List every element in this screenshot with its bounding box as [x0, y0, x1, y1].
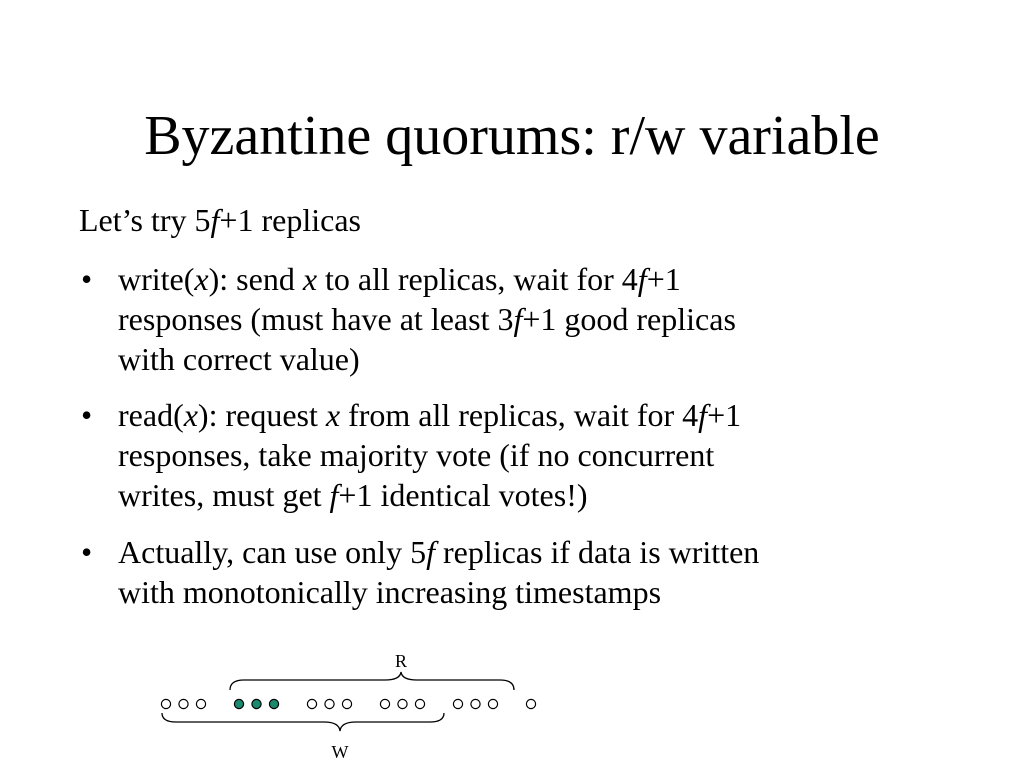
- text-run: ): request: [197, 397, 326, 433]
- replica-node: [415, 699, 424, 708]
- italic-variable: x: [194, 261, 209, 297]
- replica-row: [161, 699, 535, 708]
- bullet-marker: •: [81, 261, 93, 297]
- intro-suffix: +1 replicas: [219, 202, 361, 238]
- intro-line: [79, 200, 361, 240]
- replica-node: [307, 699, 316, 708]
- write-quorum-label: W: [331, 742, 349, 762]
- italic-variable: f: [426, 534, 435, 570]
- bullet-marker: •: [81, 534, 93, 570]
- text-run: +1: [707, 397, 742, 433]
- text-run: replicas if data is written: [434, 534, 760, 570]
- read-quorum-brace: [230, 672, 514, 690]
- read-quorum-label: R: [394, 651, 408, 671]
- text-run: responses (must have at least 3: [118, 301, 514, 337]
- bullet-text: [118, 259, 959, 379]
- bullet-text: [118, 532, 959, 612]
- text-run: write(: [118, 261, 195, 297]
- intro-var: f: [210, 202, 220, 238]
- text-run: responses, take majority vote (if no concurrent: [118, 437, 715, 473]
- italic-variable: f: [513, 301, 523, 337]
- italic-variable: f: [698, 397, 708, 433]
- italic-variable: x: [302, 261, 318, 297]
- bullet-line: [118, 475, 959, 515]
- text-run: ): send: [208, 261, 303, 297]
- replica-node: [161, 699, 170, 708]
- replica-node: [196, 699, 205, 708]
- replica-node: [398, 699, 407, 708]
- bullet-item-write: [79, 259, 959, 379]
- italic-variable: f: [329, 477, 339, 513]
- bullet-line: [118, 572, 959, 612]
- italic-variable: x: [325, 397, 341, 433]
- bullet-item-read: [79, 395, 959, 515]
- bullet-line: [118, 339, 959, 379]
- text-run: read(: [118, 397, 184, 433]
- replica-node: [453, 699, 462, 708]
- bullet-line: [118, 435, 959, 475]
- text-run: +1 good replicas: [522, 301, 736, 337]
- replica-node-filled: [269, 699, 278, 708]
- replica-node: [526, 699, 535, 708]
- bullet-item-timestamps: [79, 532, 959, 612]
- italic-variable: f: [637, 261, 647, 297]
- text-run: +1 identical votes!): [338, 477, 588, 513]
- text-run: to all replicas, wait for 4: [317, 261, 638, 297]
- replica-node-filled: [252, 699, 261, 708]
- replica-node: [325, 699, 334, 708]
- text-run: from all replicas, wait for 4: [340, 397, 699, 433]
- bullet-text: [118, 395, 959, 515]
- bullet-line: [118, 259, 959, 299]
- bullet-marker: •: [81, 397, 93, 433]
- replica-node: [380, 699, 389, 708]
- text-run: with monotonically increasing timestamps: [118, 574, 662, 610]
- text-run: Actually, can use only 5: [118, 534, 427, 570]
- bullet-line: [118, 299, 959, 339]
- bullet-line: [118, 395, 959, 435]
- replica-node: [342, 699, 351, 708]
- text-run: writes, must get: [118, 477, 330, 513]
- replica-node: [179, 699, 188, 708]
- intro-text: Let’s try 5: [79, 202, 211, 238]
- write-quorum-brace: [162, 713, 444, 731]
- slide-title: Byzantine quorums: r/w variable: [144, 105, 880, 167]
- italic-variable: x: [183, 397, 198, 433]
- replica-node: [488, 699, 497, 708]
- replica-node: [471, 699, 480, 708]
- bullet-line: [118, 532, 959, 572]
- text-run: +1: [646, 261, 681, 297]
- text-run: with correct value): [118, 341, 360, 377]
- replica-node-filled: [234, 699, 243, 708]
